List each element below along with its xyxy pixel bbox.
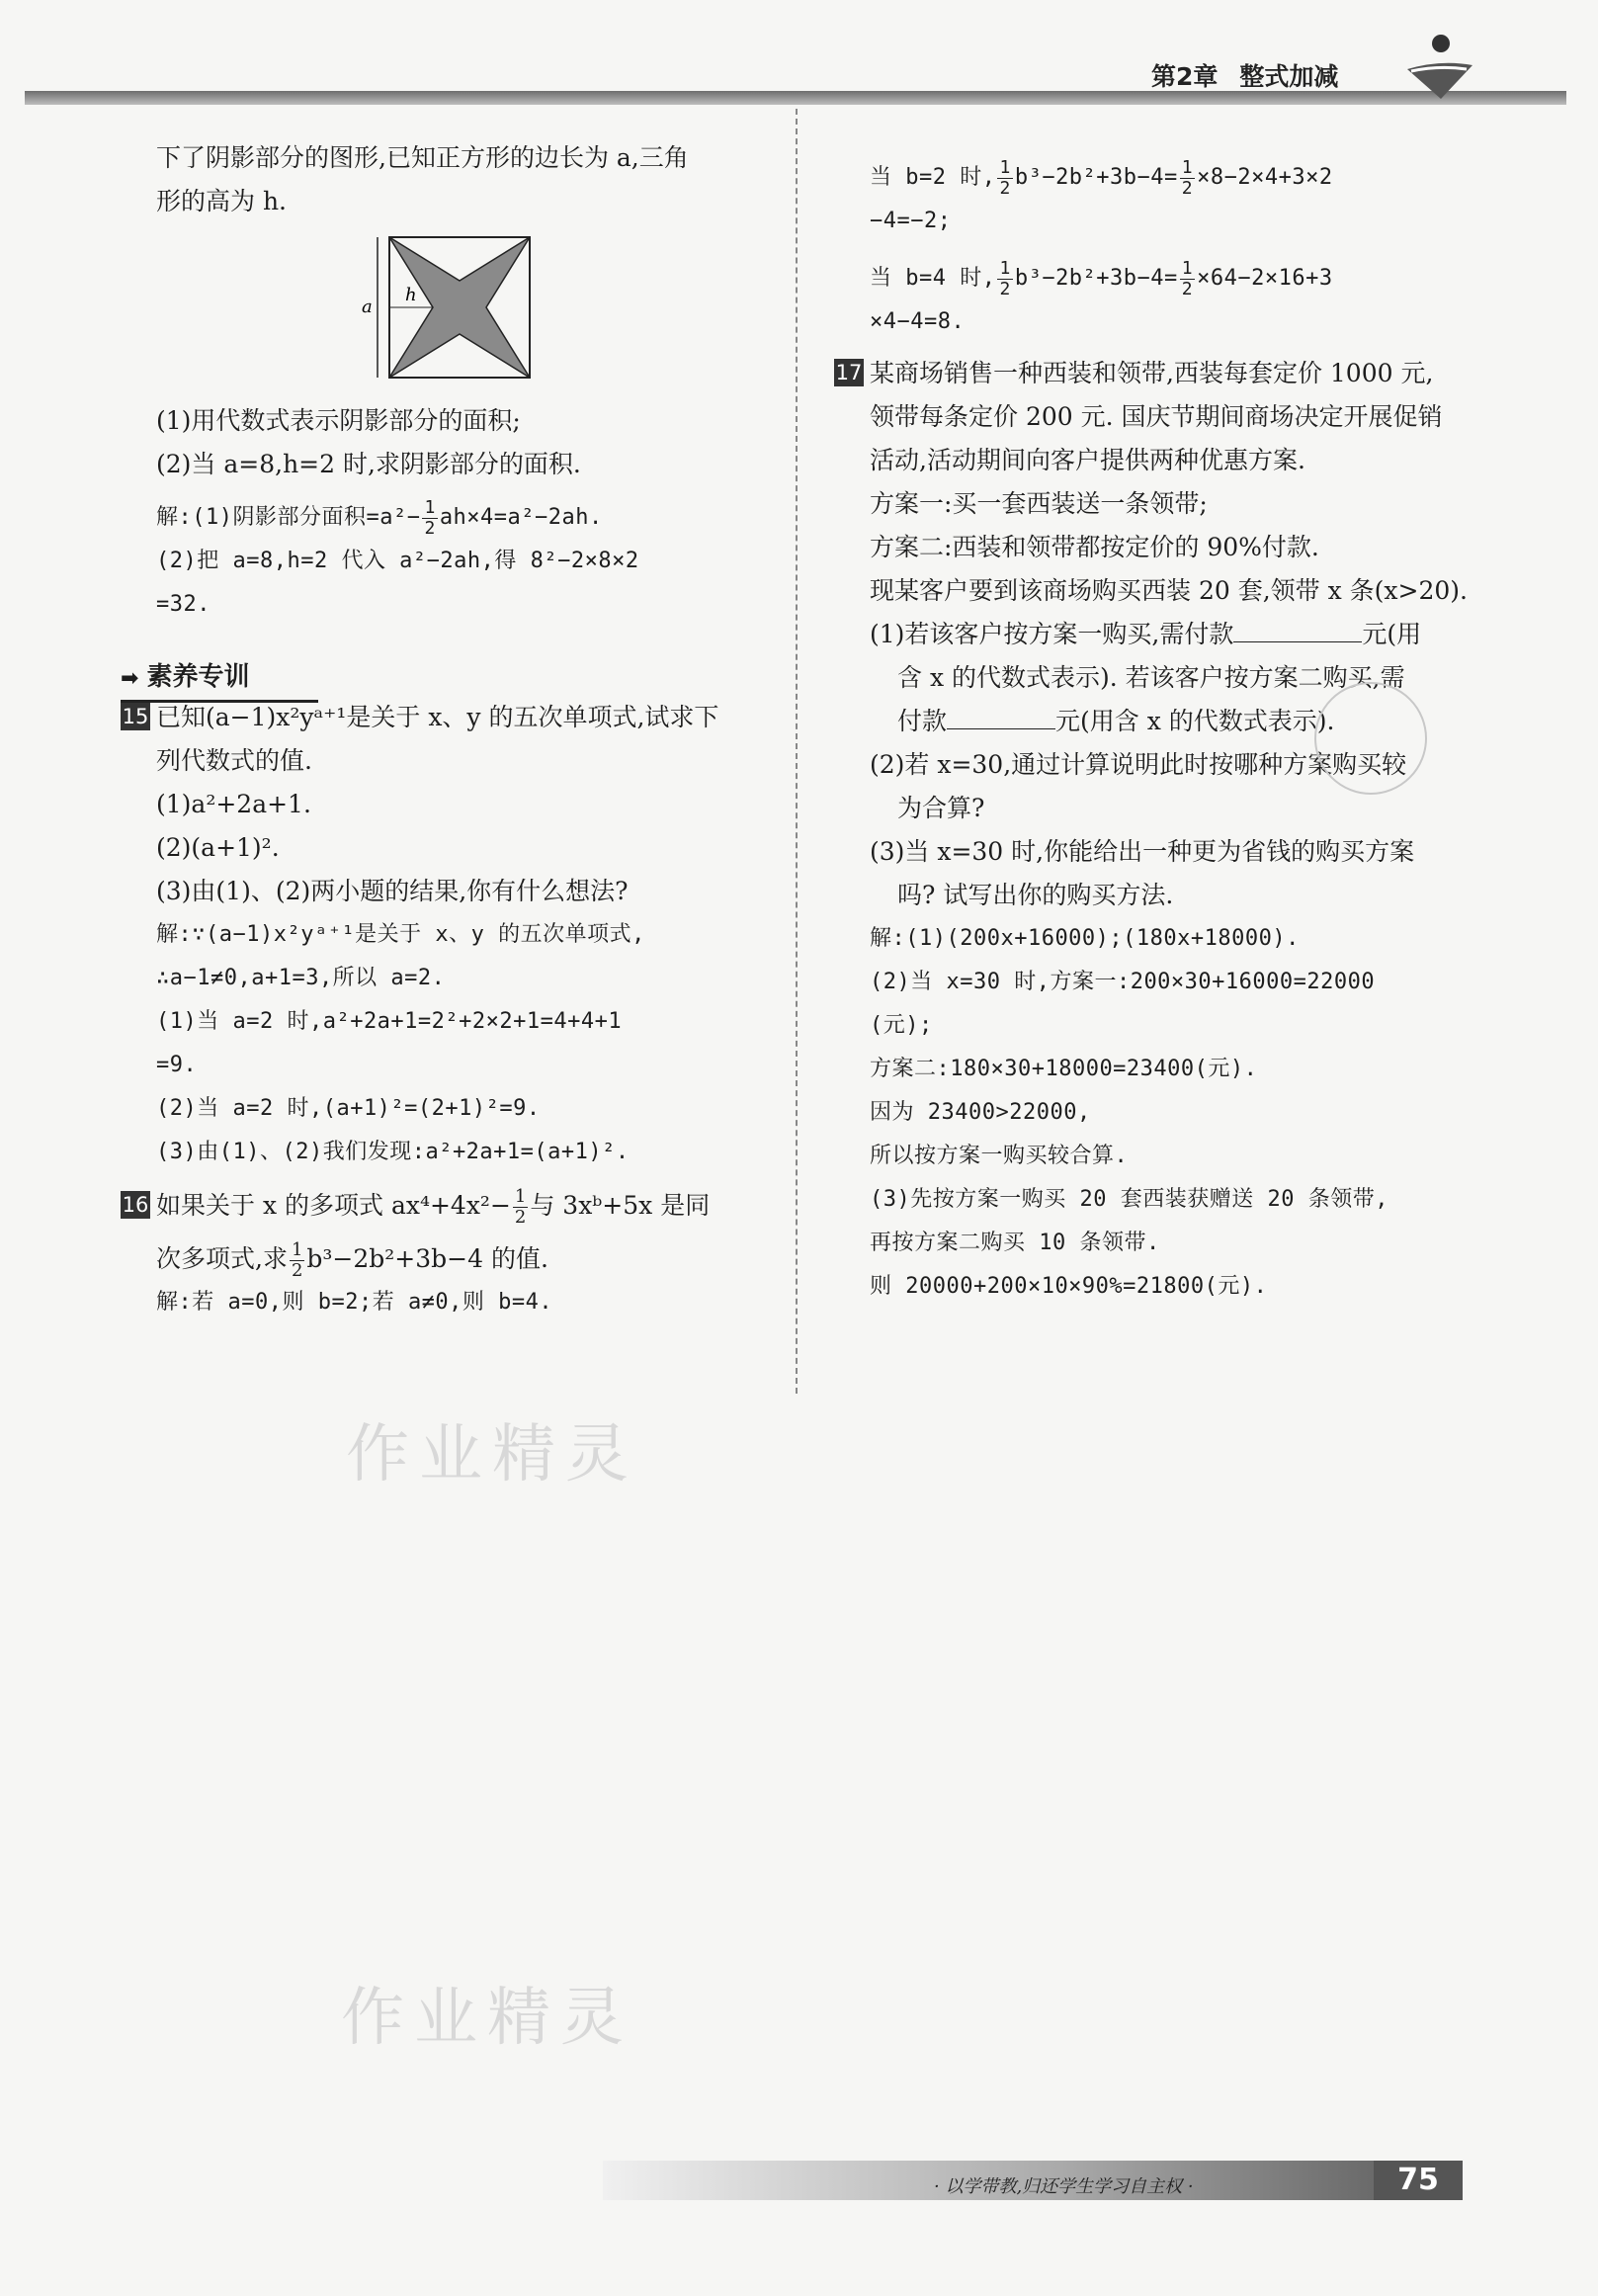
solution-line: 解:若 a=0,则 b=2;若 a≠0,则 b=4.: [156, 1290, 553, 1315]
chapter-name: 整式加减: [1239, 62, 1339, 91]
chapter-number: 第2章: [1151, 62, 1219, 91]
solution-line: 解:(1)阴影部分面积=a²− $\frac{1}{2}$ ah×4=a²−2ah.: [156, 496, 603, 539]
text-line: 为合算?: [897, 794, 985, 822]
publisher-logo-icon: [1401, 30, 1478, 107]
question-part: (1)用代数式表示阴影部分的面积;: [156, 406, 521, 435]
page-number: 75: [1374, 2161, 1463, 2200]
text-line: 领带每条定价 200 元. 国庆节期间商场决定开展促销: [870, 402, 1443, 431]
text-line: 方案一:买一套西装送一条领带;: [870, 489, 1208, 518]
solution-line: (3)由(1)、(2)我们发现:a²+2a+1=(a+1)².: [156, 1140, 630, 1164]
text-line: 付款 元(用含 x 的代数式表示).: [897, 707, 1335, 735]
question-15: 15 已知(a−1)x²yᵃ⁺¹是关于 x、y 的五次单项式,试求下: [122, 703, 719, 731]
question-part: (2)当 a=8,h=2 时,求阴影部分的面积.: [156, 450, 581, 478]
solution-line: 当 b=2 时, $\frac{1}{2}$ b³−2b²+3b−4= $\frac{1}{2}$ ×8−2×4+3×2: [870, 156, 1333, 199]
solution-line: 再按方案二购买 10 条领带.: [870, 1231, 1160, 1255]
watermark: 作业精灵: [341, 1982, 633, 2055]
text-line: 现某客户要到该商场购买西装 20 套,领带 x 条(x>20).: [870, 576, 1468, 605]
solution-line: ∴a−1≠0,a+1=3,所以 a=2.: [156, 966, 446, 990]
column-divider: [796, 109, 798, 1394]
text-line: 方案二:西装和领带都按定价的 90%付款.: [870, 533, 1319, 561]
solution-line: 因为 23400>22000,: [870, 1100, 1091, 1125]
answer-blank[interactable]: [1233, 620, 1362, 642]
solution-line: 方案二:180×30+18000=23400(元).: [870, 1057, 1258, 1081]
solution-line: (1)当 a=2 时,a²+2a+1=2²+2×2+1=4+4+1: [156, 1009, 623, 1034]
solution-line: (3)先按方案一购买 20 套西装获赠送 20 条领带,: [870, 1187, 1388, 1212]
question-number: 16: [122, 1193, 149, 1217]
header-bar: [25, 91, 1566, 105]
solution-line: =9.: [156, 1053, 198, 1077]
section-heading: ➡ 素养专训: [121, 656, 318, 703]
solution-line: (2)把 a=8,h=2 代入 a²−2ah,得 8²−2×8×2: [156, 549, 639, 573]
solution-line: 当 b=4 时, $\frac{1}{2}$ b³−2b²+3b−4= $\frac{1}{2}$ ×64−2×16+3: [870, 257, 1333, 299]
solution-line: (2)当 a=2 时,(a+1)²=(2+1)²=9.: [156, 1096, 541, 1121]
label-h: h: [405, 285, 417, 305]
text-line: 形的高为 h.: [156, 187, 287, 215]
question-part: (1)a²+2a+1.: [156, 790, 311, 818]
solution-line: ×4−4=8.: [870, 309, 966, 334]
stamp-mark: [1314, 682, 1427, 795]
question-part: (2)(a+1)².: [156, 833, 280, 862]
chapter-title: [1151, 57, 1360, 93]
solution-line: −4=−2;: [870, 209, 952, 233]
solution-line: (2)当 x=30 时,方案一:200×30+16000=22000: [870, 970, 1376, 994]
question-part: (3)由(1)、(2)两小题的结果,你有什么想法?: [156, 877, 629, 905]
label-a: a: [362, 297, 373, 317]
solution-line: 解:∵(a−1)x²yᵃ⁺¹是关于 x、y 的五次单项式,: [156, 922, 645, 947]
solution-line: 则 20000+200×10×90%=21800(元).: [870, 1274, 1268, 1299]
question-17: 17 某商场销售一种西装和领带,西装每套定价 1000 元,: [835, 359, 1434, 387]
text-line: 列代数式的值.: [156, 746, 312, 775]
question-part: (1)若该客户按方案一购买,需付款 元(用: [870, 620, 1422, 648]
answer-blank[interactable]: [947, 707, 1055, 729]
star-figure: [362, 233, 534, 382]
question-16: 16 如果关于 x 的多项式 ax⁴+4x²− $\frac{1}{2}$ 与 3xᵇ+5x 是同: [122, 1186, 711, 1228]
text-line: 下了阴影部分的图形,已知正方形的边长为 a,三角: [156, 143, 689, 172]
text-line: 活动,活动期间向客户提供两种优惠方案.: [870, 446, 1305, 474]
footer-motto: · 以学带教,归还学生学习自主权 ·: [934, 2176, 1194, 2197]
solution-line: 所以按方案一购买较合算.: [870, 1144, 1129, 1168]
question-part: (2)若 x=30,通过计算说明此时按哪种方案购买较: [870, 750, 1407, 779]
solution-line: 解:(1)(200x+16000);(180x+18000).: [870, 926, 1300, 951]
text-line: 吗? 试写出你的购买方法.: [897, 881, 1174, 909]
text-line: 含 x 的代数式表示). 若该客户按方案二购买,需: [897, 663, 1405, 692]
arrow-icon: ➡: [121, 666, 139, 691]
question-part: (3)当 x=30 时,你能给出一种更为省钱的购买方案: [870, 837, 1415, 866]
question-number: 17: [835, 361, 863, 384]
watermark: 作业精灵: [346, 1418, 638, 1491]
solution-line: =32.: [156, 592, 210, 617]
solution-line: (元);: [870, 1013, 933, 1038]
text-line: 次多项式,求 $\frac{1}{2}$ b³−2b²+3b−4 的值.: [156, 1239, 548, 1281]
question-number: 15: [122, 705, 149, 728]
